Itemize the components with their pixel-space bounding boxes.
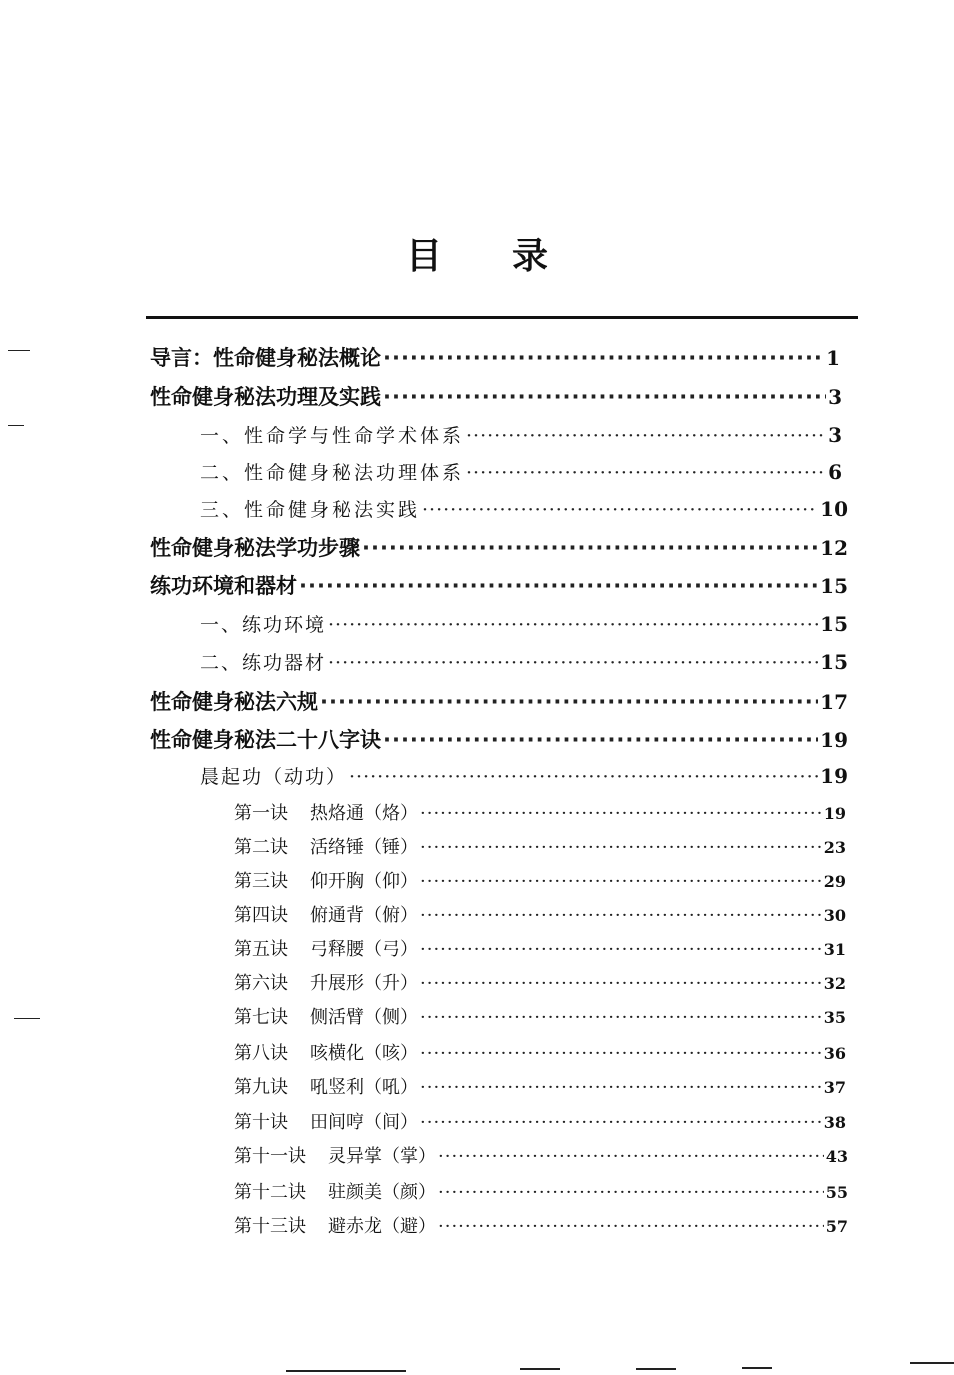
formula-number: 第五诀 [234, 939, 288, 960]
toc-page-number: 15 [820, 650, 848, 674]
leader-dots [328, 652, 818, 674]
toc-page-number: 37 [823, 1078, 846, 1097]
scan-mark [8, 425, 24, 426]
toc-page-number: 10 [820, 497, 848, 521]
leader-dots [438, 1146, 824, 1167]
toc-page-number: 32 [823, 974, 846, 993]
toc-page-number: 57 [825, 1217, 848, 1236]
leader-dots [420, 939, 822, 960]
formula-name: 咳横化（咳） [310, 1043, 418, 1064]
leader-dots [422, 499, 818, 521]
leader-dots [383, 346, 824, 370]
formula-name: 弓释腰（弓） [310, 939, 418, 960]
toc-entry-label: 性命健身秘法功理及实践 [150, 385, 381, 409]
leader-dots [420, 837, 822, 858]
toc-page-number: 15 [820, 612, 848, 636]
toc-entry-label: 二、性命健身秘法功理体系 [200, 462, 465, 484]
scan-mark [910, 1362, 954, 1364]
leader-dots [383, 385, 826, 409]
toc-entry-28-formulas[interactable] [150, 724, 848, 754]
toc-page-number: 3 [828, 423, 842, 447]
toc-entry-formula[interactable] [234, 901, 846, 927]
leader-dots [466, 462, 826, 484]
toc-entry-six-rules[interactable] [150, 686, 848, 716]
scan-mark [286, 1370, 406, 1372]
formula-number: 第九诀 [234, 1077, 288, 1098]
toc-entry-env-sub-2[interactable] [200, 648, 848, 675]
formula-number: 第十二诀 [234, 1182, 306, 1203]
formula-number: 第六诀 [234, 973, 288, 994]
toc-entry-formula[interactable] [234, 1003, 846, 1029]
leader-dots [328, 614, 818, 636]
toc-page-number: 6 [828, 460, 842, 484]
formula-name: 升展形（升） [310, 973, 418, 994]
toc-entry-theory[interactable] [150, 381, 842, 411]
formula-name: 仰开胸（仰） [310, 871, 418, 892]
leader-dots [349, 766, 818, 788]
toc-page-number: 43 [825, 1147, 848, 1166]
formula-number: 第三诀 [234, 871, 288, 892]
toc-entry-label: 练功环境和器材 [150, 574, 297, 598]
toc-page-number: 38 [823, 1113, 846, 1132]
toc-entry-formula[interactable] [234, 935, 846, 961]
toc-entry-label: 性命健身秘法学功步骤 [150, 536, 360, 560]
toc-entry-label: 三、性命健身秘法实践 [200, 499, 421, 521]
leader-dots [420, 803, 822, 824]
leader-dots [299, 574, 818, 598]
toc-page-number: 3 [828, 385, 842, 409]
formula-name: 灵异掌（掌） [328, 1146, 436, 1167]
toc-entry-formula[interactable] [234, 1142, 848, 1168]
toc-entry-sub-1[interactable] [200, 421, 842, 448]
leader-dots [420, 1112, 822, 1133]
leader-dots [466, 425, 826, 447]
scan-mark [14, 1018, 40, 1019]
toc-entry-label: 晨起功（动功） [200, 766, 348, 788]
scan-mark [636, 1368, 676, 1370]
toc-entry-label: 性命健身秘法六规 [150, 690, 318, 714]
toc-entry-formula[interactable] [234, 1039, 846, 1065]
toc-entry-env-sub-1[interactable] [200, 610, 848, 637]
formula-name: 田间哼（间） [310, 1112, 418, 1133]
leader-dots [420, 871, 822, 892]
formula-name: 侧活臂（侧） [310, 1007, 418, 1028]
leader-dots [420, 973, 822, 994]
formula-name: 活络锤（锤） [310, 837, 418, 858]
toc-entry-formula[interactable] [234, 799, 846, 825]
toc-entry-formula[interactable] [234, 1073, 846, 1099]
scan-mark [520, 1368, 560, 1370]
toc-page-number: 12 [820, 536, 848, 560]
toc-page-number: 30 [823, 906, 846, 925]
toc-entry-formula[interactable] [234, 1108, 846, 1134]
toc-page-number: 23 [823, 838, 846, 857]
formula-number: 第八诀 [234, 1043, 288, 1064]
formula-number: 第十三诀 [234, 1216, 306, 1237]
leader-dots [420, 1077, 822, 1098]
formula-number: 第七诀 [234, 1007, 288, 1028]
leader-dots [320, 690, 818, 714]
formula-name: 吼竖利（吼） [310, 1077, 418, 1098]
leader-dots [420, 1007, 822, 1028]
formula-number: 第四诀 [234, 905, 288, 926]
toc-entry-formula[interactable] [234, 867, 846, 893]
toc-entry-label: 一、练功环境 [200, 614, 327, 636]
formula-name: 驻颜美（颜） [328, 1182, 436, 1203]
formula-name: 避赤龙（避） [328, 1216, 436, 1237]
title-char-1: 目 [405, 235, 442, 277]
toc-entry-formula[interactable] [234, 833, 846, 859]
leader-dots [420, 905, 822, 926]
toc-entry-label: 性命健身秘法二十八字诀 [150, 728, 381, 752]
toc-page-number: 36 [823, 1044, 846, 1063]
leader-dots [438, 1216, 824, 1237]
toc-page-number: 19 [820, 764, 848, 788]
toc-page-number: 17 [820, 690, 848, 714]
toc-page-number: 15 [820, 574, 848, 598]
toc-entry-formula[interactable] [234, 1178, 848, 1204]
leader-dots [438, 1182, 824, 1203]
toc-entry-label: 一、性命学与性命学术体系 [200, 425, 465, 447]
formula-name: 热烙通（烙） [310, 803, 418, 824]
toc-page-number: 31 [823, 940, 846, 959]
toc-page-number: 29 [823, 872, 846, 891]
title-char-2: 录 [512, 235, 549, 277]
toc-page-number: 1 [826, 346, 840, 370]
toc-page-number: 19 [823, 804, 846, 823]
leader-dots [420, 1043, 822, 1064]
formula-name: 俯通背（俯） [310, 905, 418, 926]
leader-dots [383, 728, 818, 752]
toc-page-number: 55 [825, 1183, 848, 1202]
formula-number: 第二诀 [234, 837, 288, 858]
toc-entry-sub-2[interactable] [200, 458, 842, 485]
toc-page-number: 35 [823, 1008, 846, 1027]
toc-entry-formula[interactable] [234, 969, 846, 995]
leader-dots [362, 536, 818, 560]
toc-entry-intro[interactable] [150, 342, 840, 372]
formula-number: 第十诀 [234, 1112, 288, 1133]
formula-number: 第一诀 [234, 803, 288, 824]
toc-page-number: 19 [820, 728, 848, 752]
toc-entry-morning-exercise[interactable] [200, 762, 848, 789]
scan-mark [8, 350, 30, 351]
formula-number: 第十一诀 [234, 1146, 306, 1167]
toc-entry-label: 导言：性命健身秘法概论 [150, 346, 381, 370]
toc-entry-formula[interactable] [234, 1212, 848, 1238]
toc-entry-environment[interactable] [150, 570, 848, 600]
toc-entry-steps[interactable] [150, 532, 848, 562]
scan-mark [742, 1367, 772, 1369]
toc-entry-label: 二、练功器材 [200, 652, 327, 674]
toc-entry-sub-3[interactable] [200, 495, 848, 522]
